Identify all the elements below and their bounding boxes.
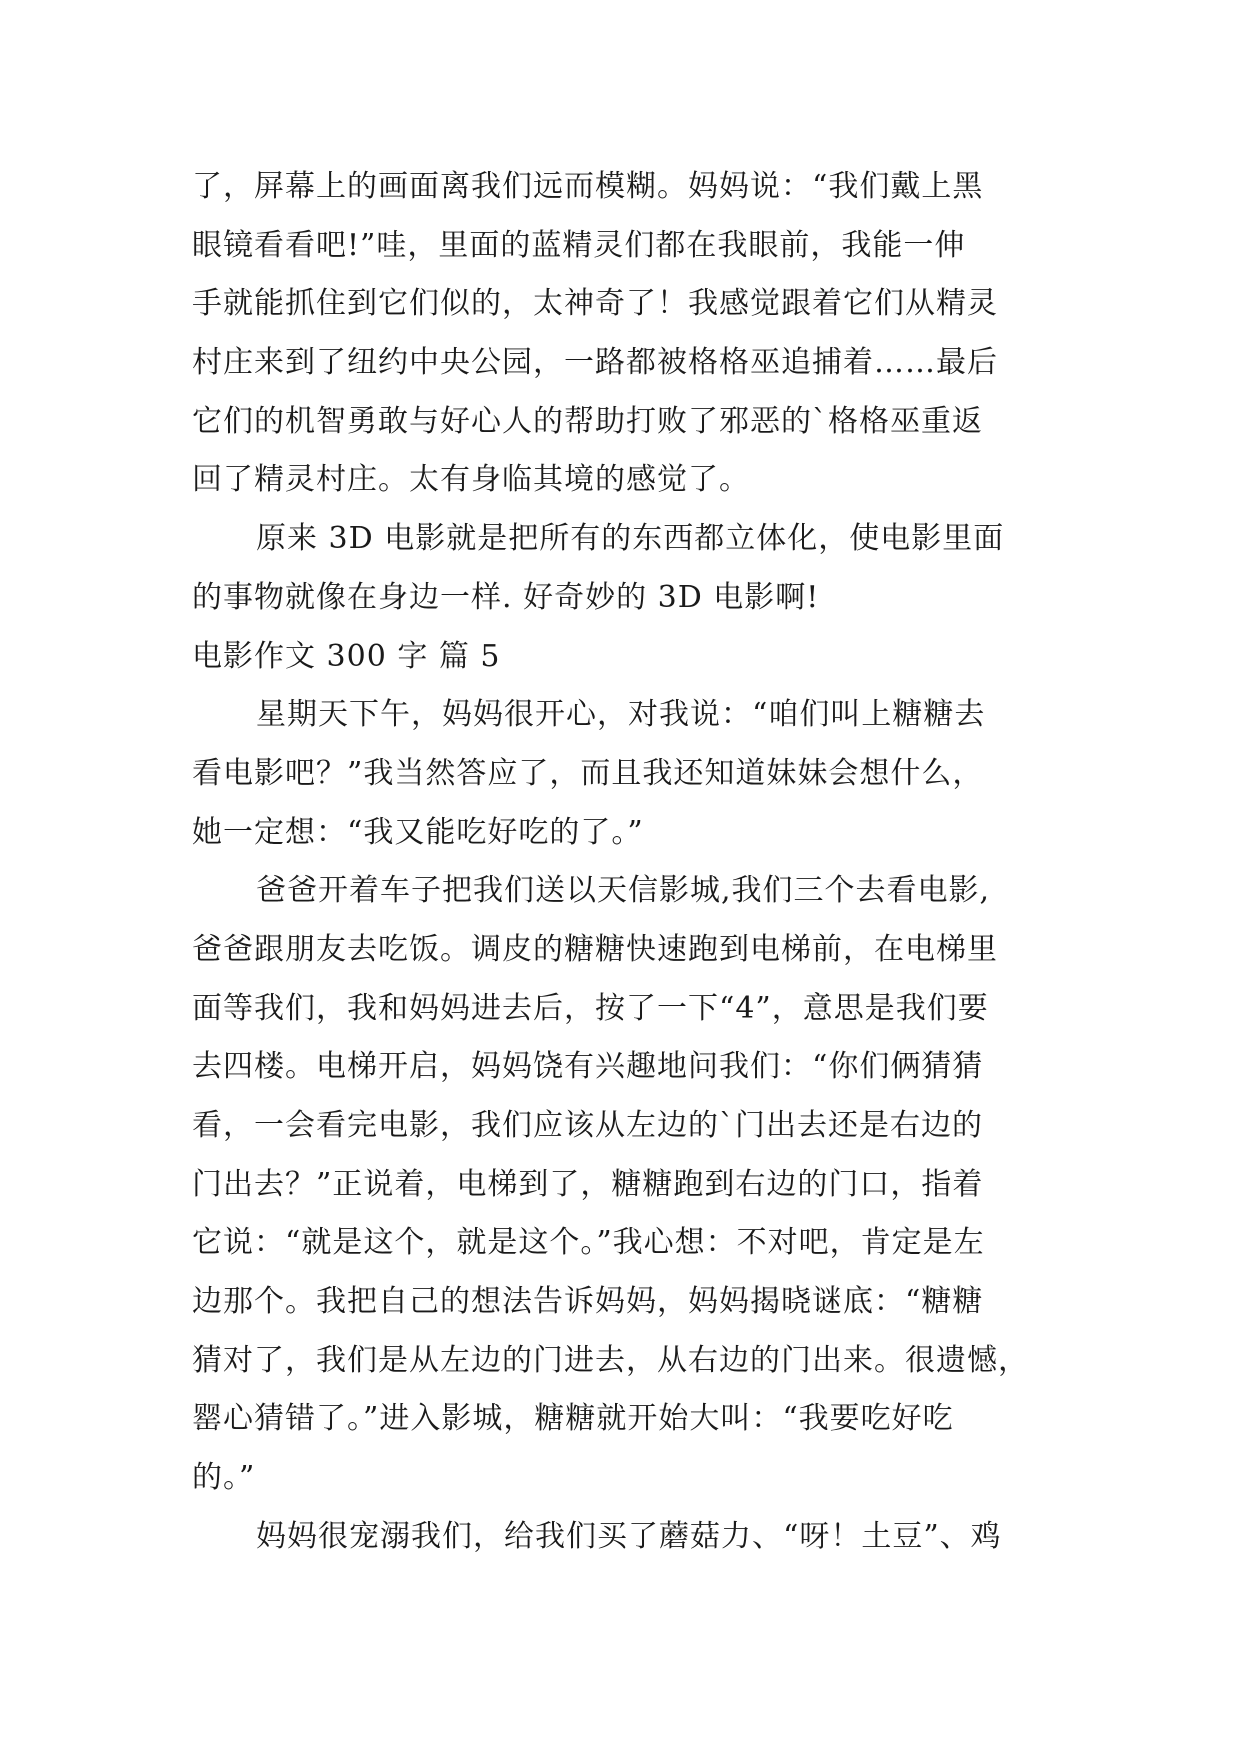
text-line: 的事物就像在身边一样. 好奇妙的 3D 电影啊! — [192, 579, 820, 615]
text-line: 她一定想：“我又能吃好吃的了。” — [192, 814, 644, 850]
text-line: 面等我们，我和妈妈进去后，按了一下“4”，意思是我们要 — [192, 990, 989, 1026]
text-line: 猜对了，我们是从左边的门进去，从右边的门出来。很遗憾， — [192, 1342, 1029, 1378]
paragraph-start-line: 原来 3D 电影就是把所有的东西都立体化，使电影里面 — [256, 521, 1005, 557]
text-line: 罂心猜错了。”进入影城，糖糖就开始大叫：“我要吃好吃 — [192, 1401, 954, 1437]
text-line: 它们的机智勇敢与好心人的帮助打败了邪恶的`格格巫重返 — [192, 403, 983, 439]
text-line: 村庄来到了纽约中央公园，一路都被格格巫追捕着……最后 — [192, 345, 998, 381]
text-line: 看电影吧？”我当然答应了，而且我还知道妹妹会想什么， — [192, 755, 984, 791]
text-line: 了，屏幕上的画面离我们远而模糊。妈妈说：“我们戴上黑 — [192, 169, 984, 204]
text-line: 眼镜看看吧!”哇，里面的蓝精灵们都在我眼前，我能一伸 — [192, 227, 966, 263]
text-line: 门出去？”正说着，电梯到了，糖糖跑到右边的门口，指着 — [192, 1166, 984, 1202]
text-line: 它说：“就是这个，就是这个。”我心想：不对吧，肯定是左 — [192, 1225, 985, 1261]
text-line: 爸爸跟朋友去吃饭。调皮的糖糖快速跑到电梯前，在电梯里 — [192, 931, 998, 967]
text-line: 回了精灵村庄。太有身临其境的感觉了。 — [192, 462, 750, 498]
paragraph-start-line: 妈妈很宠溺我们，给我们买了蘑菇力、“呀！土豆”、鸡 — [256, 1518, 1002, 1554]
document-page — [192, 158, 1052, 1567]
text-line: 的。” — [192, 1460, 256, 1496]
text-line: 看，一会看完电影，我们应该从左边的`门出去还是右边的 — [192, 1108, 983, 1143]
text-line: 手就能抓住到它们似的，太神奇了！我感觉跟着它们从精灵 — [192, 286, 998, 322]
text-line: 边那个。我把自己的想法告诉妈妈，妈妈揭晓谜底：“糖糖 — [192, 1284, 984, 1320]
text-line: 去四楼。电梯开启，妈妈饶有兴趣地问我们：“你们俩猜猜 — [192, 1049, 984, 1085]
paragraph-start-line: 星期天下午，妈妈很开心，对我说：“咱们叫上糖糖去 — [256, 697, 986, 733]
section-heading: 电影作文 300 字 篇 5 — [192, 638, 501, 674]
paragraph-start-line: 爸爸开着车子把我们送以天信影城,我们三个去看电影, — [256, 873, 991, 909]
